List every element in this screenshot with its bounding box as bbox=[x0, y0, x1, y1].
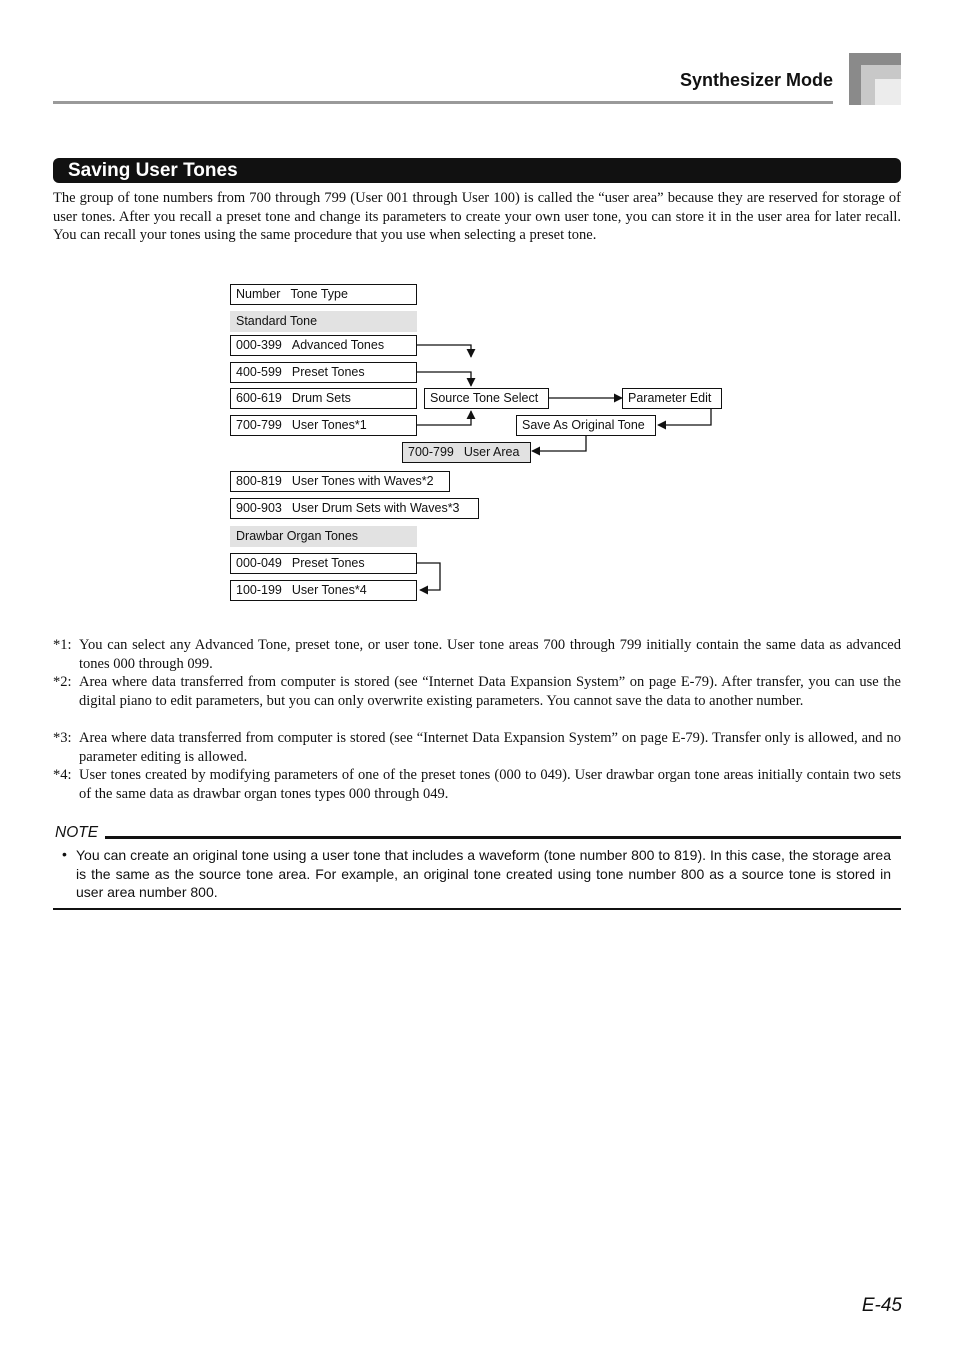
footnote-1 bbox=[53, 636, 901, 673]
note-label: NOTE bbox=[55, 824, 99, 841]
save-as-original-box: Save As Original Tone bbox=[516, 415, 656, 436]
footnote-2 bbox=[53, 673, 901, 710]
source-tone-select-box: Source Tone Select bbox=[424, 388, 549, 409]
tone-type: User Tones*4 bbox=[291, 583, 367, 597]
footnote-text: You can select any Advanced Tone, preset tone, or user tone. User tone areas 700 through 799 initially contain the same data as advanced tones 000 through 099. bbox=[79, 637, 901, 672]
tone-number: 800-819 bbox=[236, 474, 282, 488]
tone-row-user-drum-waves bbox=[230, 498, 479, 519]
footnote-label: *4: bbox=[53, 767, 72, 783]
parameter-edit-box: Parameter Edit bbox=[622, 388, 722, 409]
standard-tone-label: Standard Tone bbox=[230, 311, 417, 332]
tone-number: 900-903 bbox=[236, 501, 282, 515]
footnote-text: User tones created by modifying parameters of one of the preset tones (000 to 049). User drawbar organ tone areas initially contain two sets of the same data as drawbar organ tones types 000 through 049. bbox=[79, 767, 901, 802]
footnote-4 bbox=[53, 766, 901, 803]
arrow-user-to-source bbox=[416, 411, 471, 425]
header-rule bbox=[53, 101, 833, 104]
note-bullet: • bbox=[62, 846, 67, 862]
drawbar-row-user bbox=[230, 580, 417, 601]
drawbar-organ-label: Drawbar Organ Tones bbox=[230, 526, 417, 547]
tone-row-advanced bbox=[230, 335, 417, 356]
tone-type: Drum Sets bbox=[291, 391, 351, 405]
arrow-drawbar-preset-to-user bbox=[416, 563, 440, 590]
tone-number: 000-049 bbox=[236, 556, 282, 570]
section-title: Saving User Tones bbox=[68, 160, 238, 181]
footnote-label: *3: bbox=[53, 730, 72, 746]
tone-type: Advanced Tones bbox=[291, 338, 385, 352]
header-type-label: Tone Type bbox=[290, 287, 348, 301]
tone-row-preset bbox=[230, 362, 417, 383]
arrow-save-to-userarea bbox=[532, 435, 586, 451]
note-rule-bottom bbox=[53, 908, 901, 910]
tone-number: 600-619 bbox=[236, 391, 282, 405]
tone-type: User Drum Sets with Waves*3 bbox=[291, 501, 460, 515]
tone-number: 100-199 bbox=[236, 583, 282, 597]
footnote-label: *1: bbox=[53, 637, 72, 653]
tone-row-user-tones bbox=[230, 415, 417, 436]
tone-number: 700-799 bbox=[236, 418, 282, 432]
footnote-text: Area where data transferred from computer is stored (see “Internet Data Expansion System” on page E-79). Transfer only is allowed, and no parameter editing is allowed. bbox=[79, 730, 901, 765]
user-area-label: User Area bbox=[463, 445, 520, 459]
note-rule-top bbox=[105, 836, 901, 839]
footnote-label: *2: bbox=[53, 674, 72, 690]
tone-table-header bbox=[230, 284, 417, 305]
header-number-label: Number bbox=[236, 287, 281, 301]
intro-paragraph: The group of tone numbers from 700 through 799 (User 001 through User 100) is called the “user area” because they are reserved for storage of user tones. After you recall a preset tone and change its parameters to create your own user tone, you can store it in the user area for later recall. You can recall your tones using the same procedure that you use when selecting a preset tone. bbox=[53, 190, 901, 243]
tone-row-user-waves bbox=[230, 471, 450, 492]
corner-tab-decoration-light bbox=[875, 79, 901, 105]
tone-type: Preset Tones bbox=[291, 365, 365, 379]
tone-number: 400-599 bbox=[236, 365, 282, 379]
tone-number: 000-399 bbox=[236, 338, 282, 352]
note-text: You can create an original tone using a user tone that includes a waveform (tone number 800 to 819). In this case, the storage area is the same as the source tone area. For example, an original tone created using tone number 800 as a source tone is stored in user area number 800. bbox=[76, 847, 891, 900]
arrow-preset-to-source bbox=[416, 372, 471, 386]
user-area-box bbox=[402, 442, 531, 463]
tone-type: Preset Tones bbox=[291, 556, 365, 570]
footnote-3 bbox=[53, 729, 901, 766]
tone-type: User Tones*1 bbox=[291, 418, 367, 432]
page-number: E-45 bbox=[861, 1295, 902, 1316]
drawbar-row-preset bbox=[230, 553, 417, 574]
arrow-edit-to-save bbox=[658, 409, 711, 425]
tone-row-drum-sets bbox=[230, 388, 417, 409]
arrow-advanced-to-down bbox=[416, 345, 471, 357]
footnote-text: Area where data transferred from computer is stored (see “Internet Data Expansion System” on page E-79). After transfer, you can use the digital piano to edit parameters, but you can only overwrite existing parameters. You cannot save the data to another number. bbox=[79, 674, 901, 709]
tone-type: User Tones with Waves*2 bbox=[291, 474, 434, 488]
user-area-number: 700-799 bbox=[408, 445, 454, 459]
header-title: Synthesizer Mode bbox=[679, 70, 833, 90]
